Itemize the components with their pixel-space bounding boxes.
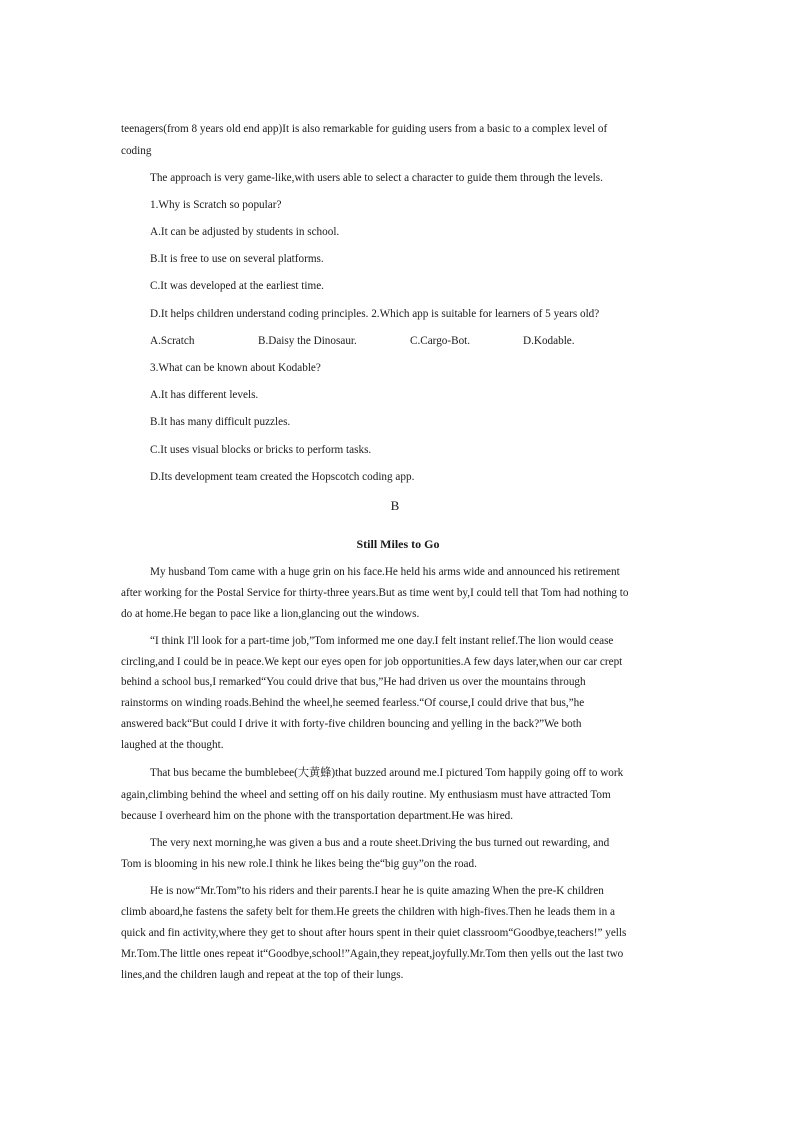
intro-approach-line: The approach is very game-like,with users able to select a character to guide them through the levels. [150,172,603,184]
paragraph-5-line: quick and fin activity,where they get to shout after hours spent in their quiet classroom“Goodbye,teachers!” yells [121,927,627,939]
intro-line-2: coding [121,145,152,157]
q2-option-a: A.Scratch [150,335,195,347]
q2-option-d: D.Kodable. [523,335,575,347]
paragraph-5-line: He is now“Mr.Tom”to his riders and their parents.I hear he is quite amazing When the pre-K children [150,885,604,897]
paragraph-1-line: My husband Tom came with a huge grin on his face.He held his arms wide and announced his retirement [150,566,620,578]
q3-option-b: B.It has many difficult puzzles. [150,416,291,428]
paragraph-4-line: The very next morning,he was given a bus and a route sheet.Driving the bus turned out rewarding, and [150,837,610,849]
paragraph-5-line: Mr.Tom.The little ones repeat it“Goodbye,school!”Again,they repeat,joyfully.Mr.Tom then yells out the last two [121,948,624,960]
q3-option-c: C.It uses visual blocks or bricks to perform tasks. [150,444,372,456]
paragraph-3-line: because I overheard him on the phone with the transportation department.He was hired. [121,810,514,822]
paragraph-5-line: lines,and the children laugh and repeat at the top of their lungs. [121,969,404,981]
paragraph-3-line: That bus became the bumblebee(大黄蜂)that buzzed around me.I pictured Tom happily going off to work [150,767,624,779]
q1-option-b: B.It is free to use on several platforms. [150,253,324,265]
q1-option-c: C.It was developed at the earliest time. [150,280,324,292]
passage-title: Still Miles to Go [356,537,440,551]
question-3: 3.What can be known about Kodable? [150,362,321,374]
intro-line-1: teenagers(from 8 years old end app)It is also remarkable for guiding users from a basic to a complex level of [121,123,608,135]
paragraph-5-line: climb aboard,he fastens the safety belt for them.He greets the children with high-fives.Then he leads them in a [121,906,615,918]
q1-option-d-and-question-2: D.It helps children understand coding principles. 2.Which app is suitable for learners of 5 years old? [150,308,600,320]
paragraph-2-line: behind a school bus,I remarked“You could drive that bus,”He had driven us over the mountains through [121,676,586,688]
paragraph-2-line: laughed at the thought. [121,739,224,751]
section-letter: B [390,498,400,513]
paragraph-1-line: after working for the Postal Service for thirty-three years.But as time went by,I could tell that Tom had nothing to [121,587,629,599]
paragraph-2-line: answered back“But could I drive it with forty-five children bouncing and yelling in the back?”We both [121,718,582,730]
question-1: 1.Why is Scratch so popular? [150,199,282,211]
paragraph-4-line: Tom is blooming in his new role.I think he likes being the“big guy”on the road. [121,858,477,870]
q3-option-d: D.Its development team created the Hopscotch coding app. [150,471,415,483]
q3-option-a: A.It has different levels. [150,389,259,401]
paragraph-2-line: rainstorms on winding roads.Behind the wheel,he seemed fearless.“Of course,I could drive that bus,”he [121,697,585,709]
paragraph-2-line: circling,and I could be in peace.We kept our eyes open for job opportunities.A few days later,when our car crept [121,656,623,668]
paragraph-2-line: “I think I'll look for a part-time job,”Tom informed me one day.I felt instant relief.The lion would cease [150,635,614,647]
paragraph-1-line: do at home.He began to pace like a lion,glancing out the windows. [121,608,420,620]
q1-option-a: A.It can be adjusted by students in school. [150,226,340,238]
paragraph-3-line: again,climbing behind the wheel and setting off on his daily routine. My enthusiasm must have attracted Tom [121,789,611,801]
q2-option-b: B.Daisy the Dinosaur. [258,335,357,347]
q2-option-c: C.Cargo-Bot. [410,335,471,347]
